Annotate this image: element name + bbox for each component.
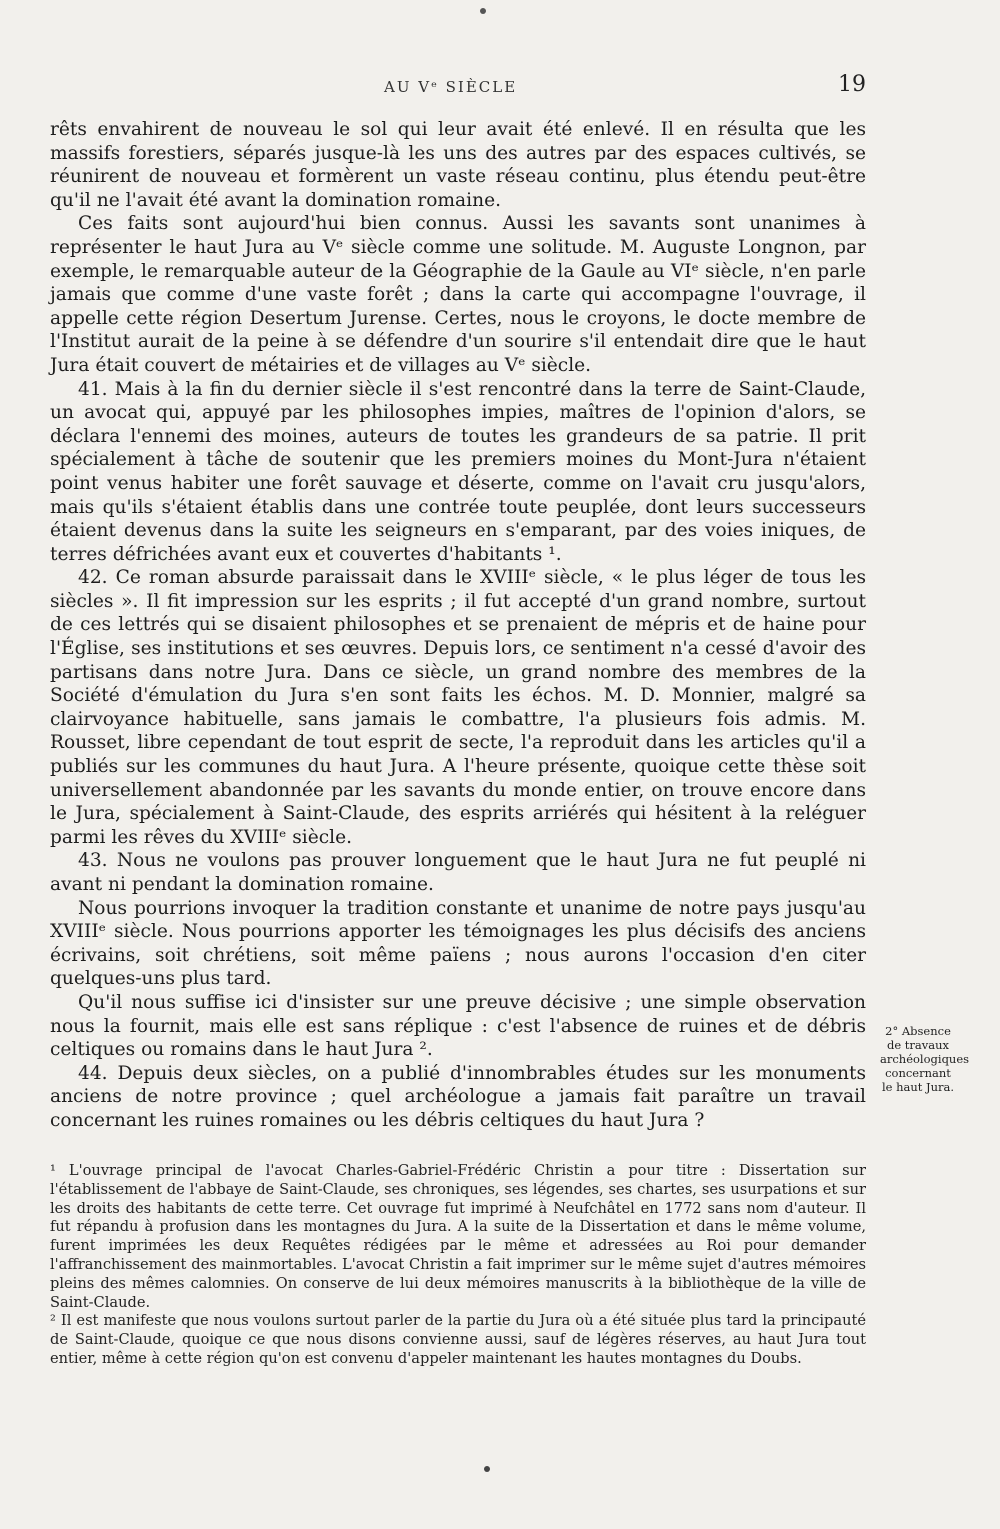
- paragraph-41: 41. Mais à la fin du dernier siècle il s'est rencontré dans la terre de Saint-Claude, un avocat qui, appuyé par les philosophes impies, maîtres de l'opinion d'alors, se déclara l'ennemi des moines, auteurs de toutes les grandeurs de sa patrie. Il prit spécialement à tâche de soutenir que les premiers moines du Mont-Jura n'étaient point venus habiter une forêt sauvage et déserte, comme on l'avait cru jusqu'alors, mais qu'ils s'étaient établis dans une contrée toute peuplée, dont leurs successeurs étaient devenus dans la suite les seigneurs en s'emparant, par des voies iniques, de terres défrichées avant eux et couvertes d'habitants ¹.: [50, 378, 866, 565]
- marginal-note: 2° Absence de travaux archéologiques concernant le haut Jura.: [880, 1024, 970, 1094]
- paragraph-preuve-decisive: Qu'il nous suffise ici d'insister sur une preuve décisive ; une simple observation nous la fournit, mais elle est sans réplique : c'est l'absence de ruines et de débris celtiques ou romains dans le haut Jura ².: [50, 991, 866, 1061]
- paragraph-continuation: rêts envahirent de nouveau le sol qui leur avait été enlevé. Il en résulta que les massifs forestiers, séparés jusque-là les uns des autres par des espaces cultivés, se réunirent de nouveau et formèrent un vaste réseau continu, plus étendu peut-être qu'il ne l'avait été avant la domination romaine.: [50, 119, 866, 211]
- footnotes: [50, 1162, 866, 1369]
- footnote-1: ¹ L'ouvrage principal de l'avocat Charles-Gabriel-Frédéric Christin a pour titre : Dissertation sur l'établissement de l'abbaye de Saint-Claude, ses chroniques, ses légendes, ses chartes, ses usurpations et sur les droits des habitants de cette terre. Cet ouvrage fut imprimé à Neufchâtel en 1772 sans nom d'auteur. Il fut répandu à profusion dans les montagnes du Jura. A la suite de la Dissertation et dans le même volume, furent imprimées les deux Requêtes rédigées par le même et adressées au Roi pour demander l'affranchissement des mainmortables. L'avocat Christin a fait imprimer sur le même sujet d'autres mémoires pleins des mêmes calomnies. On conserve de lui deux mémoires manuscrits à la bibliothèque de la ville de Saint-Claude.: [50, 1162, 866, 1311]
- paragraph-44: 44. Depuis deux siècles, on a publié d'innombrables études sur les monuments anciens de notre province ; quel archéologue a jamais fait paraître un travail concernant les ruines romaines ou les débris celtiques du haut Jura ?: [50, 1062, 866, 1131]
- paragraph-43: 43. Nous ne voulons pas prouver longuement que le haut Jura ne fut peuplé ni avant ni pendant la domination romaine.: [50, 850, 866, 895]
- printer-mark-bottom: [484, 1466, 490, 1472]
- paragraph-nous-pourrions: Nous pourrions invoquer la tradition constante et unanime de notre pays jusqu'au XVIIIᵉ siècle. Nous pourrions apporter les témoignages les plus décisifs des anciens écrivains, soit chrétiens, soit même païens ; nous aurons l'occasion d'en citer quelques-uns plus tard.: [50, 897, 866, 990]
- footnote-2: ² Il est manifeste que nous voulons surtout parler de la partie du Jura où a été située plus tard la principauté de Saint-Claude, quoique ce que nous disons convienne aussi, sauf de légères réserves, au haut Jura tout entier, même à cette région qu'on est convenu d'appeler maintenant les hautes montagnes du Doubs.: [50, 1312, 866, 1367]
- page-number: 19: [838, 72, 866, 97]
- printer-mark-top: [480, 8, 486, 14]
- running-title: AU Vᵉ SIÈCLE: [384, 78, 518, 96]
- main-text: [50, 118, 866, 1133]
- paragraph-ces-faits: Ces faits sont aujourd'hui bien connus. Aussi les savants sont unanimes à représenter le haut Jura au Vᵉ siècle comme une solitude. M. Auguste Longnon, par exemple, le remarquable auteur de la Géographie de la Gaule au VIᵉ siècle, n'en parle jamais que comme d'une vaste forêt ; dans la carte qui accompagne l'ouvrage, il appelle cette région Desertum Jurense. Certes, nous le croyons, le docte membre de l'Institut aurait de la peine à se défendre d'un sourire s'il entendait dire que le haut Jura était couvert de métairies et de villages au Vᵉ siècle.: [50, 213, 866, 376]
- paragraph-42: 42. Ce roman absurde paraissait dans le XVIIIᵉ siècle, « le plus léger de tous les siècles ». Il fit impression sur les esprits ; il fut accepté d'un grand nombre, surtout de ces lettrés qui se disaient philosophes et se prenaient de mépris et de haine pour l'Église, ses institutions et ses œuvres. Depuis lors, ce sentiment n'a cessé d'avoir des partisans dans notre Jura. Dans ce siècle, un grand nombre des membres de la Société d'émulation du Jura s'en sont faits les échos. M. D. Monnier, malgré sa clairvoyance habituelle, sans jamais le combattre, l'a plusieurs fois admis. M. Rousset, libre cependant de tout esprit de secte, l'a reproduit dans les articles qu'il a publiés sur les communes du haut Jura. A l'heure présente, quoique cette thèse soit universellement abandonnée par les savants du monde entier, on trouve encore dans le Jura, spécialement à Saint-Claude, des esprits arriérés qui hésitent à la reléguer parmi les rêves du XVIIIᵉ siècle.: [50, 567, 866, 848]
- page-header: [50, 72, 866, 104]
